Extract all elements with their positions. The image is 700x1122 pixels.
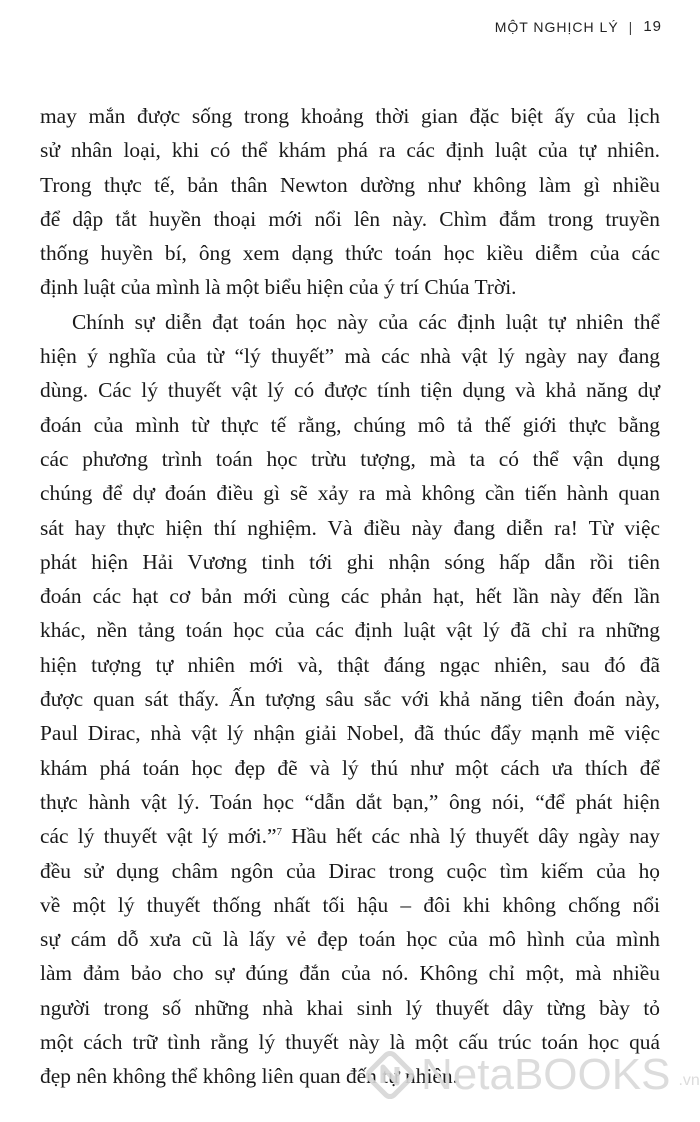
text-line: thống huyền bí, ông xem dạng thức toán học kiều diễm của các — [40, 241, 660, 266]
text-line: về một lý thuyết thống nhất tối hậu – đôi khi không chống nổi — [40, 892, 660, 917]
text-line-with-footnote — [40, 819, 660, 853]
body-text — [40, 99, 660, 1094]
text-line: làm đảm bảo cho sự đúng đắn của nó. Không chỉ một, mà nhiều — [40, 961, 660, 986]
text-line: may mắn được sống trong khoảng thời gian đặc biệt ấy của lịch — [40, 104, 660, 128]
text-line: Chính sự diễn đạt toán học này của các định luật tự nhiên thể — [72, 309, 660, 334]
text-fragment: Hầu hết các nhà lý thuyết dây ngày nay — [281, 824, 660, 849]
text-line: dùng. Các lý thuyết vật lý có được tính tiện dụng và khả năng dự — [40, 378, 660, 403]
text-line: đẹp nên không thể không liên quan đến tự nhiên. — [40, 1064, 458, 1089]
text-line: khám phá toán học đẹp đẽ và lý thú như một cách ưa thích để — [40, 755, 660, 780]
text-line: sát hay thực hiện thí nghiệm. Và điều này đang diễn ra! Từ việc — [40, 515, 660, 540]
text-line: phát hiện Hải Vương tinh tới ghi nhận sóng hấp dẫn rồi tiên — [40, 549, 660, 574]
text-line: đều sử dụng châm ngôn của Dirac trong cuộc tìm kiếm của họ — [40, 858, 660, 883]
text-line: Paul Dirac, nhà vật lý nhận giải Nobel, đã thúc đẩy mạnh mẽ việc — [40, 721, 660, 746]
watermark-tld: .vn — [678, 1072, 700, 1089]
footnote-marker: 7 — [276, 826, 282, 839]
chapter-title: MỘT NGHỊCH LÝ — [494, 18, 619, 35]
text-line: các phương trình toán học trừu tượng, mà ta có thể vận dụng — [40, 446, 660, 471]
text-line: khác, nền tảng toán học của các định luật vật lý đã chỉ ra những — [40, 618, 660, 643]
text-line: Trong thực tế, bản thân Newton dường như không làm gì nhiều — [40, 172, 660, 197]
text-line: định luật của mình là một biểu hiện của ý trí Chúa Trời. — [40, 275, 517, 300]
text-line: người trong số những nhà khai sinh lý thuyết dây từng bày tỏ — [40, 995, 660, 1020]
paragraph — [40, 99, 660, 305]
paragraph — [40, 305, 660, 1094]
text-line: để dập tắt huyền thoại mới nổi lên này. Chìm đắm trong truyền — [40, 206, 660, 231]
running-header — [495, 18, 662, 35]
text-line: được quan sát thấy. Ấn tượng sâu sắc với khả năng tiên đoán này, — [40, 687, 660, 712]
watermark-brand: NetaBOOKS — [421, 1050, 671, 1099]
text-line: sử nhân loại, khi có thể khám phá ra các định luật của tự nhiên. — [40, 138, 660, 163]
page-number: 19 — [643, 18, 662, 35]
text-line: đoán của mình từ thực tế rằng, chúng mô tả thế giới thực bằng — [40, 412, 660, 437]
text-line: thực hành vật lý. Toán học “dẫn dắt bạn,” ông nói, “để phát hiện — [40, 789, 660, 814]
text-line: một cách trữ tình rằng lý thuyết này là một cấu trúc toán học quá — [40, 1030, 660, 1055]
header-separator: | — [628, 18, 634, 35]
text-line: hiện ý nghĩa của từ “lý thuyết” mà các nhà vật lý ngày nay đang — [40, 344, 660, 369]
watermark — [365, 1050, 700, 1100]
text-fragment: các lý thuyết vật lý mới.” — [40, 824, 277, 849]
text-line: đoán các hạt cơ bản mới cùng các phản hạt, hết lần này đến lần — [40, 584, 660, 609]
text-line: sự cám dỗ xưa cũ là lấy vẻ đẹp toán học của mô hình của mình — [40, 927, 660, 952]
text-line: hiện tượng tự nhiên mới và, thật đáng ngạc nhiên, sau đó đã — [40, 652, 660, 677]
netabooks-logo-icon — [365, 1050, 415, 1100]
text-line: chúng để dự đoán điều gì sẽ xảy ra mà không cần tiến hành quan — [40, 481, 660, 506]
